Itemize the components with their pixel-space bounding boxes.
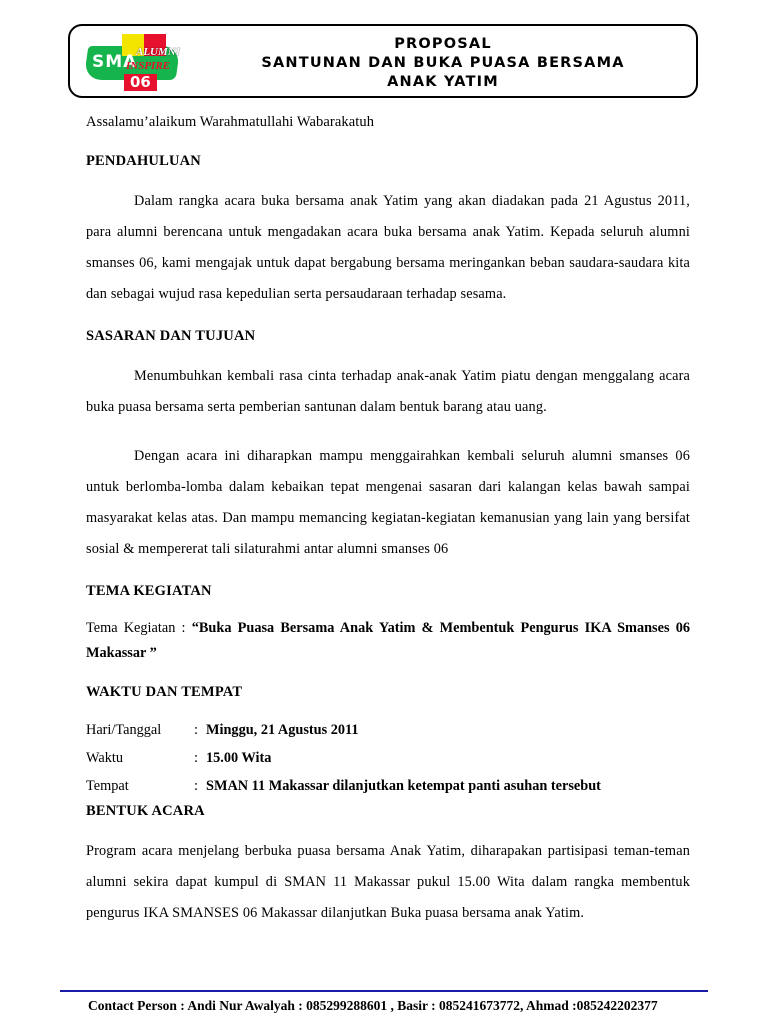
title-line-1: PROPOSAL <box>394 36 492 52</box>
table-row <box>86 745 601 773</box>
detail-label: Waktu <box>86 750 123 766</box>
footer-contact-text: Contact Person : Andi Nur Awalyah : 085299288601 , Basir : 085241673772, Ahmad :085242202377 <box>88 998 658 1013</box>
heading-waktu-tempat: WAKTU DAN TEMPAT <box>86 684 243 700</box>
table-row <box>86 773 601 801</box>
heading-sasaran-tujuan: SASARAN DAN TUJUAN <box>86 328 256 344</box>
heading-tema-kegiatan: TEMA KEGIATAN <box>86 583 212 599</box>
organization-logo <box>86 34 190 92</box>
footer-divider <box>60 990 708 992</box>
detail-label: Hari/Tanggal <box>86 722 162 738</box>
tema-value: “Buka Puasa Bersama Anak Yatim & Membentuk Pengurus IKA Smanses 06 Makassar ” <box>86 620 691 661</box>
detail-separator: : <box>194 722 198 738</box>
header-title-block <box>200 35 686 92</box>
paragraph-pendahuluan-1: Dalam rangka acara buka bersama anak Yatim yang akan diadakan pada 21 Agustus 2011, para alumni berencana untuk mengadakan acara buka bersama anak Yatim. Kepada seluruh alumni smanses 06, kami mengajak untuk dapat bergabung bersama meringankan beban saudara-saudara kita dan sebagai wujud rasa kepedulian serta persaudaraan terhadap sesama. <box>86 193 690 302</box>
logo-sma-text: SMA <box>92 52 138 72</box>
heading-bentuk-acara: BENTUK ACARA <box>86 803 205 819</box>
paragraph-sasaran-2: Dengan acara ini diharapkan mampu menggairahkan kembali seluruh alumni smanses 06 untuk berlomba-lomba dalam kebaikan tepat mengenai sasaran dari kalangan kelas bawah sampai masyarakat kelas atas. Dan mampu memancing kegiatan-kegiatan kemanusian yang lain yang bersifat sosial & mempererat tali silaturahmi antar alumni smanses 06 <box>86 448 690 557</box>
tema-label: Tema Kegiatan <box>86 620 176 636</box>
title-line-2: SANTUNAN DAN BUKA PUASA BERSAMA <box>261 55 625 71</box>
detail-label: Tempat <box>86 778 129 794</box>
tema-separator: : <box>181 620 186 636</box>
table-row <box>86 717 601 745</box>
title-line-3: ANAK YATIM <box>387 74 499 90</box>
document-footer <box>60 990 708 1014</box>
document-header <box>68 24 698 98</box>
heading-pendahuluan: PENDAHULUAN <box>86 153 201 169</box>
tema-kegiatan-line <box>86 616 690 666</box>
paragraph-bentuk-acara-1: Program acara menjelang berbuka puasa bersama Anak Yatim, diharapakan partisipasi teman-teman alumni sekira dapat kumpul di SMAN 11 Makassar pukul 15.00 Wita dalam rangka membentuk pengurus IKA SMANSES 06 Makassar dilanjutkan Buka puasa bersama anak Yatim. <box>86 843 690 921</box>
logo-year-badge: 06 <box>124 74 157 91</box>
detail-value: Minggu, 21 Agustus 2011 <box>206 722 359 738</box>
paragraph-sasaran-1: Menumbuhkan kembali rasa cinta terhadap anak-anak Yatim piatu dengan menggalang acara buka puasa bersama serta pemberian santunan dalam bentuk barang atau uang. <box>86 368 690 415</box>
detail-separator: : <box>194 750 198 766</box>
detail-separator: : <box>194 778 198 794</box>
detail-value: SMAN 11 Makassar dilanjutkan ketempat panti asuhan tersebut <box>206 778 601 794</box>
logo-inspire-text: INSPIRE <box>126 60 171 72</box>
greeting-line: Assalamu’alaikum Warahmatullahi Wabarakatuh <box>86 114 375 130</box>
document-body <box>60 114 708 929</box>
event-details-table <box>86 717 601 801</box>
detail-value: 15.00 Wita <box>206 750 272 766</box>
logo-alumni-text: ALUMNI <box>136 46 181 58</box>
